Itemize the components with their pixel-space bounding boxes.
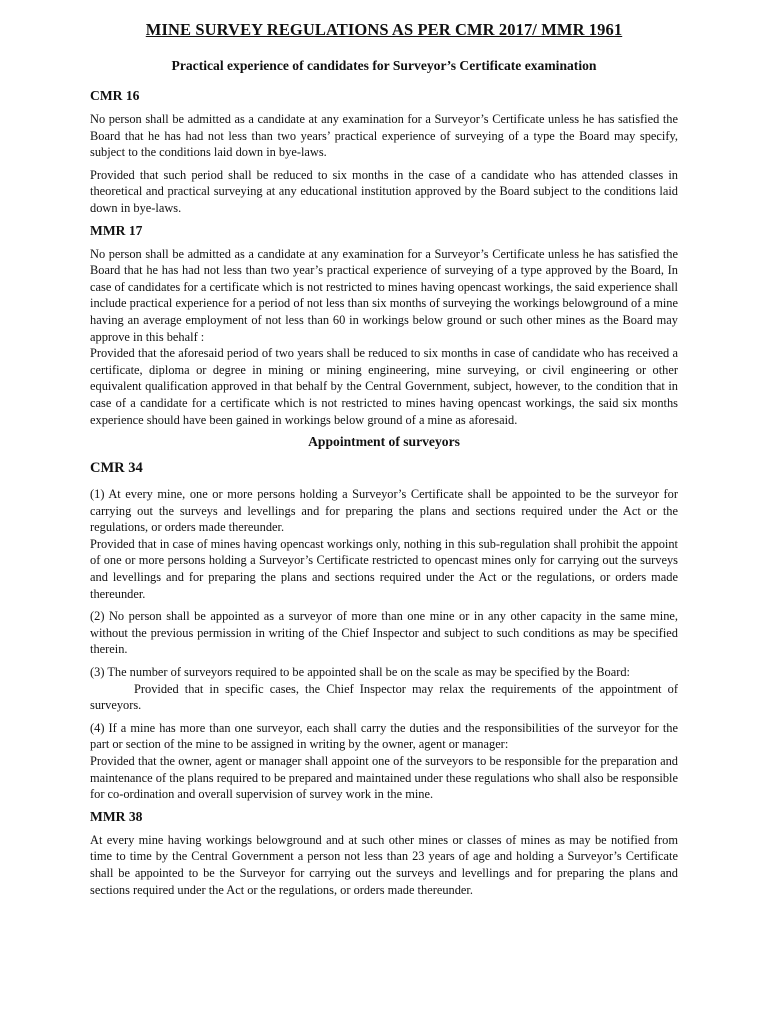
cmr34-paragraph-1-proviso: Provided that in case of mines having opencast workings only, nothing in this sub-regulation shall prohibit the appoint of one or more persons holding a Surveyor’s Certificate restricted to opencast mines only for carrying out the surveys and levellings and for preparing the plans and sections required under the Act or the regulations, or orders made thereunder.	[90, 536, 678, 601]
mmr17-paragraph-2: Provided that the aforesaid period of two years shall be reduced to six months in case of candidate who has received a certificate, diploma or degree in mining or mining engineering, mine surveying, or civil engineering or other equivalent qualification approved in that behalf by the Central Government, subject, however, to the condition that in case of a candidate for a certificate which is not restricted to mines having opencast workings, the said six months experience should have been gained in workings below ground of a mine as aforesaid.	[90, 346, 678, 427]
section-subtitle: Practical experience of candidates for Surveyor’s Certificate examination	[171, 58, 597, 73]
mmr17-section	[90, 223, 678, 429]
cmr16-section	[90, 88, 678, 217]
cmr34-paragraph-4: (4) If a mine has more than one surveyor, each shall carry the duties and the responsibilities of the surveyor for the part or section of the mine to be assigned in writing by the owner, agent or manager:	[90, 720, 678, 752]
cmr16-paragraph-1: No person shall be admitted as a candidate at any examination for a Surveyor’s Certificate unless he has satisfied the Board that he has had not less than two years’ practical experience of surveying of a type the Board may specify, subject to the conditions laid down in bye-laws.	[90, 112, 678, 160]
mmr17-heading: MMR 17	[90, 222, 143, 238]
mmr38-heading: MMR 38	[90, 808, 143, 824]
cmr34-paragraph-4-proviso: Provided that the owner, agent or manager shall appoint one of the surveyors to be responsible for the preparation and maintenance of the plans required to be prepared and maintained under these regulations who shall also be responsible for co-ordination and overall supervision of survey work in the mine.	[90, 754, 678, 802]
cmr34-paragraph-1: (1) At every mine, one or more persons holding a Surveyor’s Certificate shall be appointed to be the surveyor for carrying out the surveys and levellings and for preparing the plans and sections required under the Act or the regulations, or orders made thereunder.	[90, 487, 678, 535]
cmr34-paragraph-2: (2) No person shall be appointed as a surveyor of more than one mine or in any other capacity in the same mine, without the previous permission in writing of the Chief Inspector and subject to such conditions as may be specified therein.	[90, 609, 678, 657]
mmr17-paragraph-1: No person shall be admitted as a candidate at any examination for a Surveyor’s Certificate unless he has satisfied the Board that he has had not less than two year’s practical experience of surveying of a type approved by the Board, In case of candidates for a certificate which is not restricted to mines having opencast workings, the said experience shall include practical experience for a period of not less than six months of surveying the workings belowground of a mine having an average employment of not less than 60 in workings below ground or such other mines as the Board may approve in this behalf :	[90, 246, 678, 344]
cmr34-heading: CMR 34	[90, 460, 143, 477]
cmr16-paragraph-2: Provided that such period shall be reduced to six months in the case of a candidate who has attended classes in theoretical and practical surveying at any educational institution approved by the Board subject to the conditions laid down in bye-laws.	[90, 167, 678, 215]
cmr34-section	[90, 460, 678, 803]
cmr34-paragraph-3: (3) The number of surveyors required to be appointed shall be on the scale as may be specified by the Board:	[90, 665, 630, 680]
cmr16-heading: CMR 16	[90, 88, 140, 103]
appointment-heading: Appointment of surveyors	[308, 434, 460, 450]
document-title: MINE SURVEY REGULATIONS AS PER CMR 2017/ MMR 1961	[145, 20, 623, 39]
mmr38-section	[90, 809, 678, 898]
cmr34-paragraph-3-proviso: Provided that in specific cases, the Chief Inspector may relax the requirements of the appointment of surveyors.	[90, 681, 678, 713]
mmr38-paragraph-1: At every mine having workings belowground and at such other mines or classes of mines as may be notified from time to time by the Central Government a person not less than 23 years of age and holding a Surveyor’s Certificate shall be appointed to be the Surveyor for carrying out the surveys and levellings and for preparing the plans and sections required under the Act or the regulations, or orders made thereunder.	[90, 832, 678, 897]
